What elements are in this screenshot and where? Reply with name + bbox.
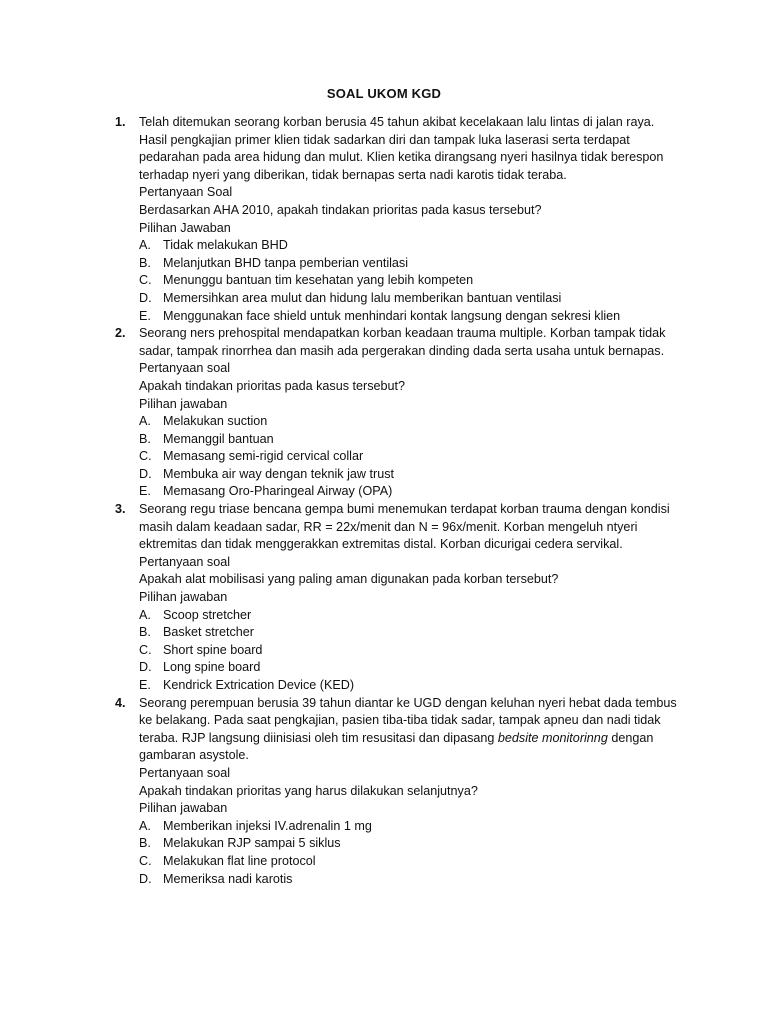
question-label: Pertanyaan soal (139, 765, 231, 780)
question-item (0, 325, 768, 501)
option-letter: D. (139, 871, 152, 886)
question-stem-part: Seorang perempuan berusia 39 tahun diantar ke UGD dengan keluhan nyeri hebat dada tembus ke belakang. Pada saat pengkajian, pasien tiba-tiba tidak sadar, tampak apneu dan nadi tidak teraba. RJP langsung diinisiasi oleh tim resusitasi dan dipasang (139, 695, 677, 745)
question-prompt: Apakah tindakan prioritas yang harus dilakukan selanjutnya? (139, 783, 478, 798)
option-letter: B. (139, 431, 151, 446)
option-list (139, 237, 680, 325)
document-title: SOAL UKOM KGD (326, 86, 442, 101)
option-text: Membuka air way dengan teknik jaw trust (163, 466, 394, 481)
option-item (139, 607, 680, 625)
option-letter: A. (139, 607, 151, 622)
option-letter: E. (139, 678, 151, 692)
option-item (139, 255, 680, 273)
option-list (139, 818, 680, 888)
option-text: Memeriksa nadi karotis (163, 871, 293, 886)
option-letter: E. (139, 484, 151, 499)
option-text: Memersihkan area mulut dan hidung lalu memberikan bantuan ventilasi (163, 290, 562, 305)
option-text: Melanjutkan BHD tanpa pemberian ventilasi (163, 255, 409, 270)
question-label: Pertanyaan soal (139, 554, 231, 569)
question-stem (139, 695, 680, 765)
option-item (139, 413, 680, 431)
option-letter: C. (139, 273, 152, 288)
question-prompt: Berdasarkan AHA 2010, apakah tindakan prioritas pada kasus tersebut? (139, 202, 542, 217)
option-text: Memanggil bantuan (163, 431, 274, 446)
question-label: Pertanyaan Soal (139, 185, 233, 200)
option-text: Long spine board (163, 660, 261, 675)
option-text: Melakukan flat line protocol (163, 853, 316, 868)
question-number: 1. (115, 115, 126, 129)
question-prompt: Apakah tindakan prioritas pada kasus tersebut? (139, 378, 406, 393)
option-letter: B. (139, 625, 151, 640)
option-text: Melakukan suction (163, 414, 268, 429)
option-item (139, 818, 680, 836)
option-item (139, 659, 680, 677)
option-list (139, 413, 680, 501)
option-item (139, 853, 680, 871)
option-letter: D. (139, 466, 152, 481)
option-letter: C. (139, 853, 152, 868)
option-text: Basket stretcher (163, 625, 254, 640)
option-item (139, 237, 680, 255)
option-text: Short spine board (163, 642, 263, 657)
option-item (139, 835, 680, 853)
option-text: Kendrick Extrication Device (KED) (163, 678, 355, 692)
option-text: Memberikan injeksi IV.adrenalin 1 mg (163, 818, 372, 833)
options-label: Pilihan jawaban (139, 801, 228, 816)
option-letter: A. (139, 238, 151, 253)
option-item (139, 642, 680, 660)
question-label: Pertanyaan soal (139, 361, 231, 376)
option-text: Melakukan RJP sampai 5 siklus (163, 836, 341, 851)
option-item (139, 272, 680, 290)
option-list (139, 607, 680, 695)
option-letter: B. (139, 836, 151, 851)
question-number: 4. (115, 695, 126, 710)
question-stem-part: dengan gambaran asystole. (139, 730, 654, 763)
option-letter: C. (139, 642, 152, 657)
option-letter: A. (139, 818, 151, 833)
option-text: Scoop stretcher (163, 607, 252, 622)
options-label: Pilihan jawaban (139, 396, 228, 411)
option-letter: D. (139, 290, 152, 305)
question-number: 2. (115, 326, 126, 341)
option-item (139, 871, 680, 889)
question-item (0, 695, 768, 889)
option-letter: E. (139, 308, 151, 323)
question-item (0, 114, 768, 325)
options-label: Pilihan jawaban (139, 590, 228, 605)
question-number: 3. (115, 502, 126, 517)
option-text: Memasang Oro-Pharingeal Airway (OPA) (163, 484, 393, 499)
question-stem: Telah ditemukan seorang korban berusia 45 tahun akibat kecelakaan lalu lintas di jalan raya. Hasil pengkajian primer klien tidak sadarkan diri dan tampak luka laserasi serta terdapat pedarahan pada area hidung dan mulut. Klien ketika dirangsang nyeri hasilnya tidak berespon terhadap nyeri yang diberikan, tidak bernapas serta nadi karotis tidak teraba. (139, 115, 664, 182)
question-stem: Seorang ners prehospital mendapatkan korban keadaan trauma multiple. Korban tampak tidak sadar, tampak rinorrhea dan masih ada pergerakan dinding dada serta usaha untuk bernapas. (139, 326, 666, 358)
option-item (139, 677, 680, 695)
question-stem-italic: bedsite monitorinng (497, 730, 608, 745)
options-label: Pilihan Jawaban (139, 220, 231, 235)
option-letter: A. (139, 414, 151, 429)
option-letter: C. (139, 449, 152, 464)
option-letter: D. (139, 660, 152, 675)
option-item (139, 483, 680, 501)
option-item (139, 431, 680, 449)
option-item (139, 308, 680, 326)
question-list (0, 114, 768, 888)
option-text: Menggunakan face shield untuk menhindari kontak langsung dengan sekresi klien (163, 308, 621, 323)
option-text: Memasang semi-rigid cervical collar (163, 449, 364, 464)
question-item (0, 501, 768, 695)
option-item (139, 624, 680, 642)
option-text: Tidak melakukan BHD (163, 238, 288, 253)
option-letter: B. (139, 255, 151, 270)
option-item (139, 290, 680, 308)
question-stem: Seorang regu triase bencana gempa bumi menemukan terdapat korban trauma dengan kondisi masih dalam keadaan sadar, RR = 22x/menit dan N = 96x/menit. Korban mengeluh ntyeri ektremitas dan tidak menggerakkan extremitas distal. Korban dicurigai cedera servikal. (139, 502, 670, 552)
option-item (139, 466, 680, 484)
option-text: Menunggu bantuan tim kesehatan yang lebih kompeten (163, 273, 474, 288)
option-item (139, 448, 680, 466)
question-prompt: Apakah alat mobilisasi yang paling aman digunakan pada korban tersebut? (139, 572, 559, 587)
